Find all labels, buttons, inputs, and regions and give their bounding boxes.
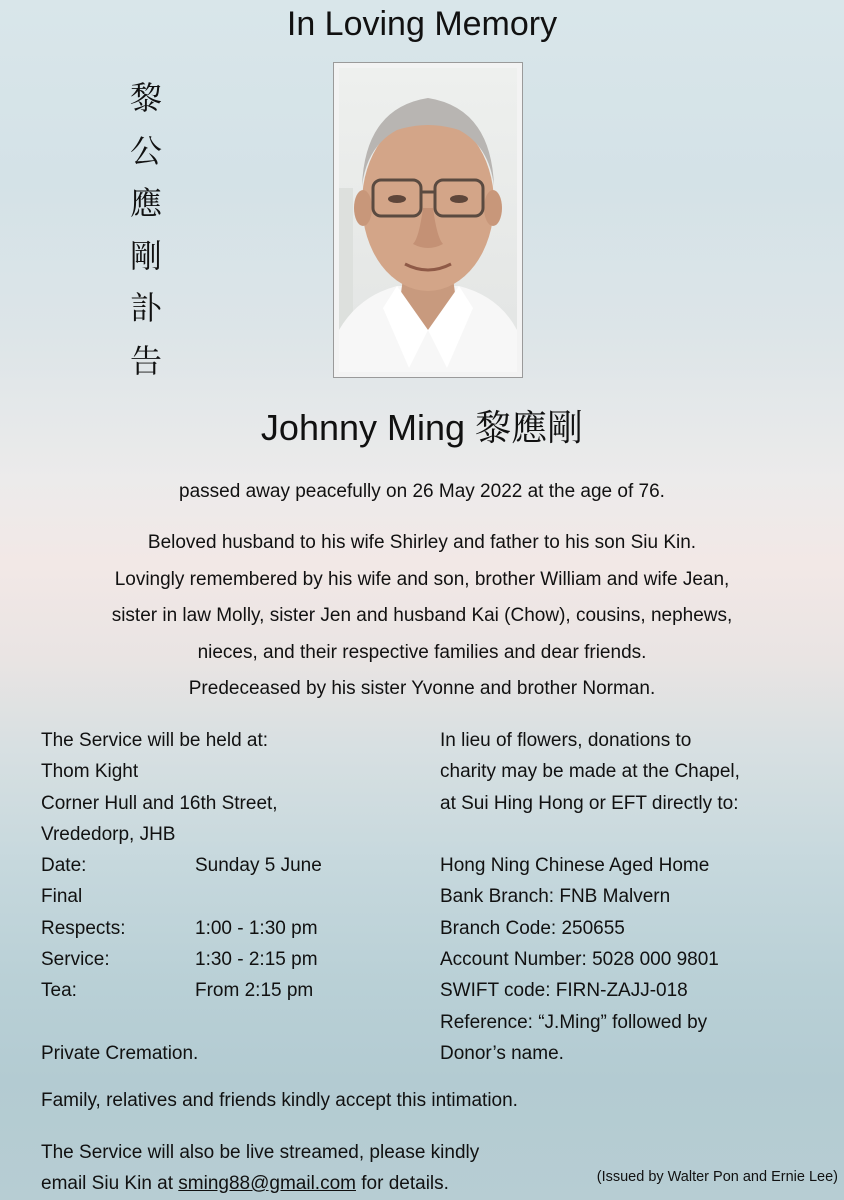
schedule-label: Service:: [41, 949, 110, 971]
family-line: Predeceased by his sister Yvonne and brother Norman.: [188, 678, 656, 699]
schedule-value: 1:30 - 2:15 pm: [195, 949, 318, 971]
intimation-note: Family, relatives and friends kindly accept this intimation.: [41, 1090, 518, 1111]
schedule-label: Final: [41, 886, 83, 908]
schedule-row: [41, 850, 421, 881]
schedule-label: Respects:: [41, 917, 126, 939]
bank-line: Branch Code: 250655: [440, 917, 625, 939]
email-link[interactable]: sming88@gmail.com: [178, 1173, 356, 1194]
stream-line: [41, 1168, 479, 1199]
venue-line: Corner Hull and 16th Street,: [41, 792, 278, 814]
stream-prefix: email Siu Kin at: [41, 1173, 179, 1194]
family-line: Beloved husband to his wife Shirley and father to his son Siu Kin.: [147, 532, 697, 553]
cjk-char: 訃: [129, 289, 162, 327]
schedule-row: [41, 975, 421, 1006]
schedule-label: Tea:: [41, 980, 77, 1002]
stream-line: The Service will also be live streamed, please kindly: [41, 1142, 480, 1163]
portrait-illustration: [339, 68, 517, 372]
portrait-frame: [333, 62, 523, 378]
page-title: In Loving Memory: [286, 5, 558, 43]
service-intro: The Service will be held at:: [41, 730, 269, 751]
vertical-cjk-heading: [126, 72, 166, 387]
schedule-value: Sunday 5 June: [195, 855, 322, 877]
donation-intro-line: In lieu of flowers, donations to: [440, 730, 692, 751]
family-line: nieces, and their respective families and dear friends.: [197, 641, 647, 663]
live-stream-note: [41, 1137, 479, 1199]
schedule-row: [41, 913, 421, 944]
bank-line: SWIFT code: FIRN-ZAJJ-018: [440, 980, 688, 1002]
deceased-name: [0, 405, 844, 452]
cjk-char: 應: [129, 184, 162, 222]
bank-line: Account Number: 5028 000 9801: [440, 949, 719, 971]
schedule-value: From 2:15 pm: [195, 980, 314, 1002]
name-cjk: 黎應剛: [475, 408, 584, 449]
cremation-note: Private Cremation.: [41, 1042, 199, 1064]
cjk-char: 剛: [129, 236, 162, 275]
schedule-row: [41, 881, 421, 912]
donation-intro-line: charity may be made at the Chapel,: [440, 761, 740, 783]
bank-line: Hong Ning Chinese Aged Home: [440, 855, 710, 877]
cjk-char: 告: [129, 341, 162, 380]
passed-line: passed away peacefully on 26 May 2022 at the age of 76.: [179, 481, 665, 502]
bank-line: Reference: “J.Ming” followed by: [440, 1011, 708, 1033]
service-details: [41, 725, 421, 1069]
cjk-char: 公: [129, 131, 162, 170]
issued-by-note: (Issued by Walter Pon and Ernie Lee): [596, 1169, 838, 1185]
cjk-char: 黎: [129, 79, 162, 117]
bank-line: Donor’s name.: [440, 1042, 564, 1064]
name-latin: Johnny Ming: [260, 407, 466, 448]
stream-suffix: for details.: [355, 1173, 449, 1194]
bank-line: Bank Branch: FNB Malvern: [440, 886, 671, 908]
schedule-row: [41, 944, 421, 975]
family-line: sister in law Molly, sister Jen and husband Kai (Chow), cousins, nephews,: [111, 605, 733, 626]
donation-intro-line: at Sui Hing Hong or EFT directly to:: [440, 792, 739, 814]
schedule-label: Date:: [41, 855, 87, 877]
donation-details: [440, 725, 820, 1069]
venue-line: Vrededorp, JHB: [41, 823, 176, 845]
portrait-photo: [339, 68, 517, 372]
schedule-value: 1:00 - 1:30 pm: [195, 917, 318, 939]
family-paragraph: [0, 525, 844, 708]
family-line: Lovingly remembered by his wife and son, brother William and wife Jean,: [114, 568, 730, 590]
venue-line: Thom Kight: [41, 761, 139, 783]
